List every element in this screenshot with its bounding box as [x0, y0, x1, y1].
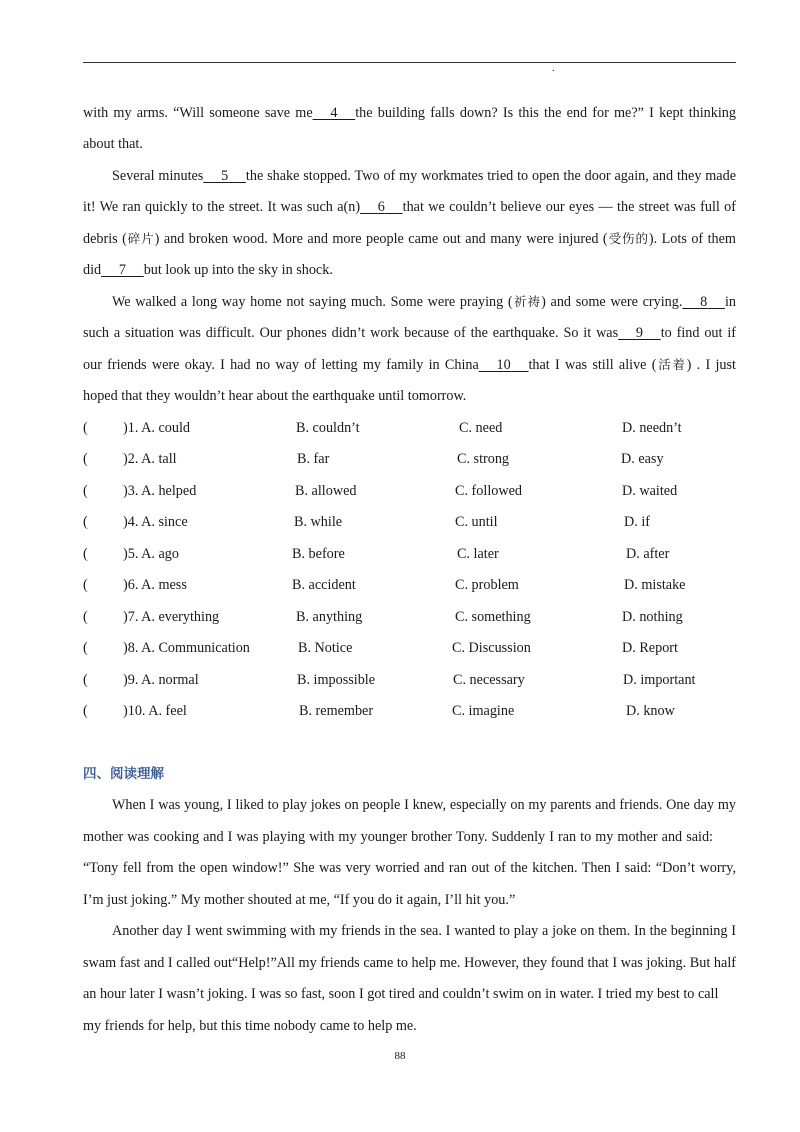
passage-line: our friends were okay. I had no way of letting my family in China 10 that I was still alive (活着) . I just [83, 357, 736, 373]
passage-line: with my arms. “Will someone save me 4 the building falls down? Is this the end for me?” I kept thinking [83, 105, 736, 121]
passage-line: We walked a long way home not saying much. Some were praying (祈祷) and some were crying. 8 in [112, 294, 736, 310]
blank-5: 5 [221, 168, 229, 184]
blank-10: 10 [496, 357, 511, 373]
header-rule [83, 62, 736, 63]
passage-line: When I was young, I liked to play jokes on people I knew, especially on my parents and friends. One day my [112, 797, 736, 813]
option-row: ( )2. A. tall B. far C. strong D. easy [83, 451, 664, 467]
option-row: ( )4. A. since B. while C. until D. if [83, 514, 651, 530]
option-row: ( )5. A. ago B. before C. later D. after [83, 546, 670, 562]
blank-4: 4 [330, 105, 338, 121]
option-row: ( )6. A. mess B. accident C. problem D. mistake [83, 577, 686, 593]
option-row: ( )1. A. could B. couldn’t C. need D. needn’t [83, 420, 682, 436]
blank-6: 6 [377, 199, 385, 215]
passage-line: about that. [83, 136, 143, 152]
passage-line: Several minutes 5 the shake stopped. Two of my workmates tried to open the door again, and they made [112, 168, 736, 184]
blank-9: 9 [635, 325, 643, 341]
passage-line: I’m just joking.” My mother shouted at me, “If you do it again, I’ll hit you.” [83, 892, 516, 908]
passage-line: debris (碎片) and broken wood. More and more people came out and many were injured (受伤的). Lots of them [83, 231, 736, 247]
passage-line: mother was cooking and I was playing with my younger brother Tony. Suddenly I ran to my mother and said: [83, 829, 713, 845]
passage-line: an hour later I wasn’t joking. I was so fast, soon I got tired and couldn’t swim on in water. I tried my best to call [83, 986, 719, 1002]
option-row: ( )8. A. Communication B. Notice C. Discussion D. Report [83, 640, 678, 656]
passage-line: my friends for help, but this time nobody came to help me. [83, 1018, 417, 1034]
blank-7: 7 [118, 262, 126, 278]
passage-line: such a situation was difficult. Our phones didn’t work because of the earthquake. So it was 9 to find out if [83, 325, 737, 341]
blank-8: 8 [700, 294, 708, 310]
passage-line: did 7 but look up into the sky in shock. [83, 262, 333, 278]
page-number: 88 [394, 1050, 406, 1062]
passage-line: it! We ran quickly to the street. It was such a(n) 6 that we couldn’t believe our eyes — the street was full of [83, 199, 736, 215]
option-row: ( )3. A. helped B. allowed C. followed D. waited [83, 483, 678, 499]
passage-line: Another day I went swimming with my friends in the sea. I wanted to play a joke on them. In the beginning I [112, 923, 736, 939]
option-row: ( )7. A. everything B. anything C. something D. nothing [83, 609, 683, 625]
option-row: ( )10. A. feel B. remember C. imagine D. know [83, 703, 675, 719]
passage-line: “Tony fell from the open window!” She was very worried and ran out of the kitchen. Then I said: “Don’t worry, [83, 860, 736, 876]
header-dot: . [552, 63, 555, 74]
passage-line: swam fast and I called out“Help!”All my friends came to help me. However, they found that I was joking. But half [83, 955, 736, 971]
option-row: ( )9. A. normal B. impossible C. necessary D. important [83, 672, 696, 688]
section-title: 四、阅读理解 [83, 766, 164, 782]
passage-line: hoped that they wouldn’t hear about the earthquake until tomorrow. [83, 388, 467, 404]
